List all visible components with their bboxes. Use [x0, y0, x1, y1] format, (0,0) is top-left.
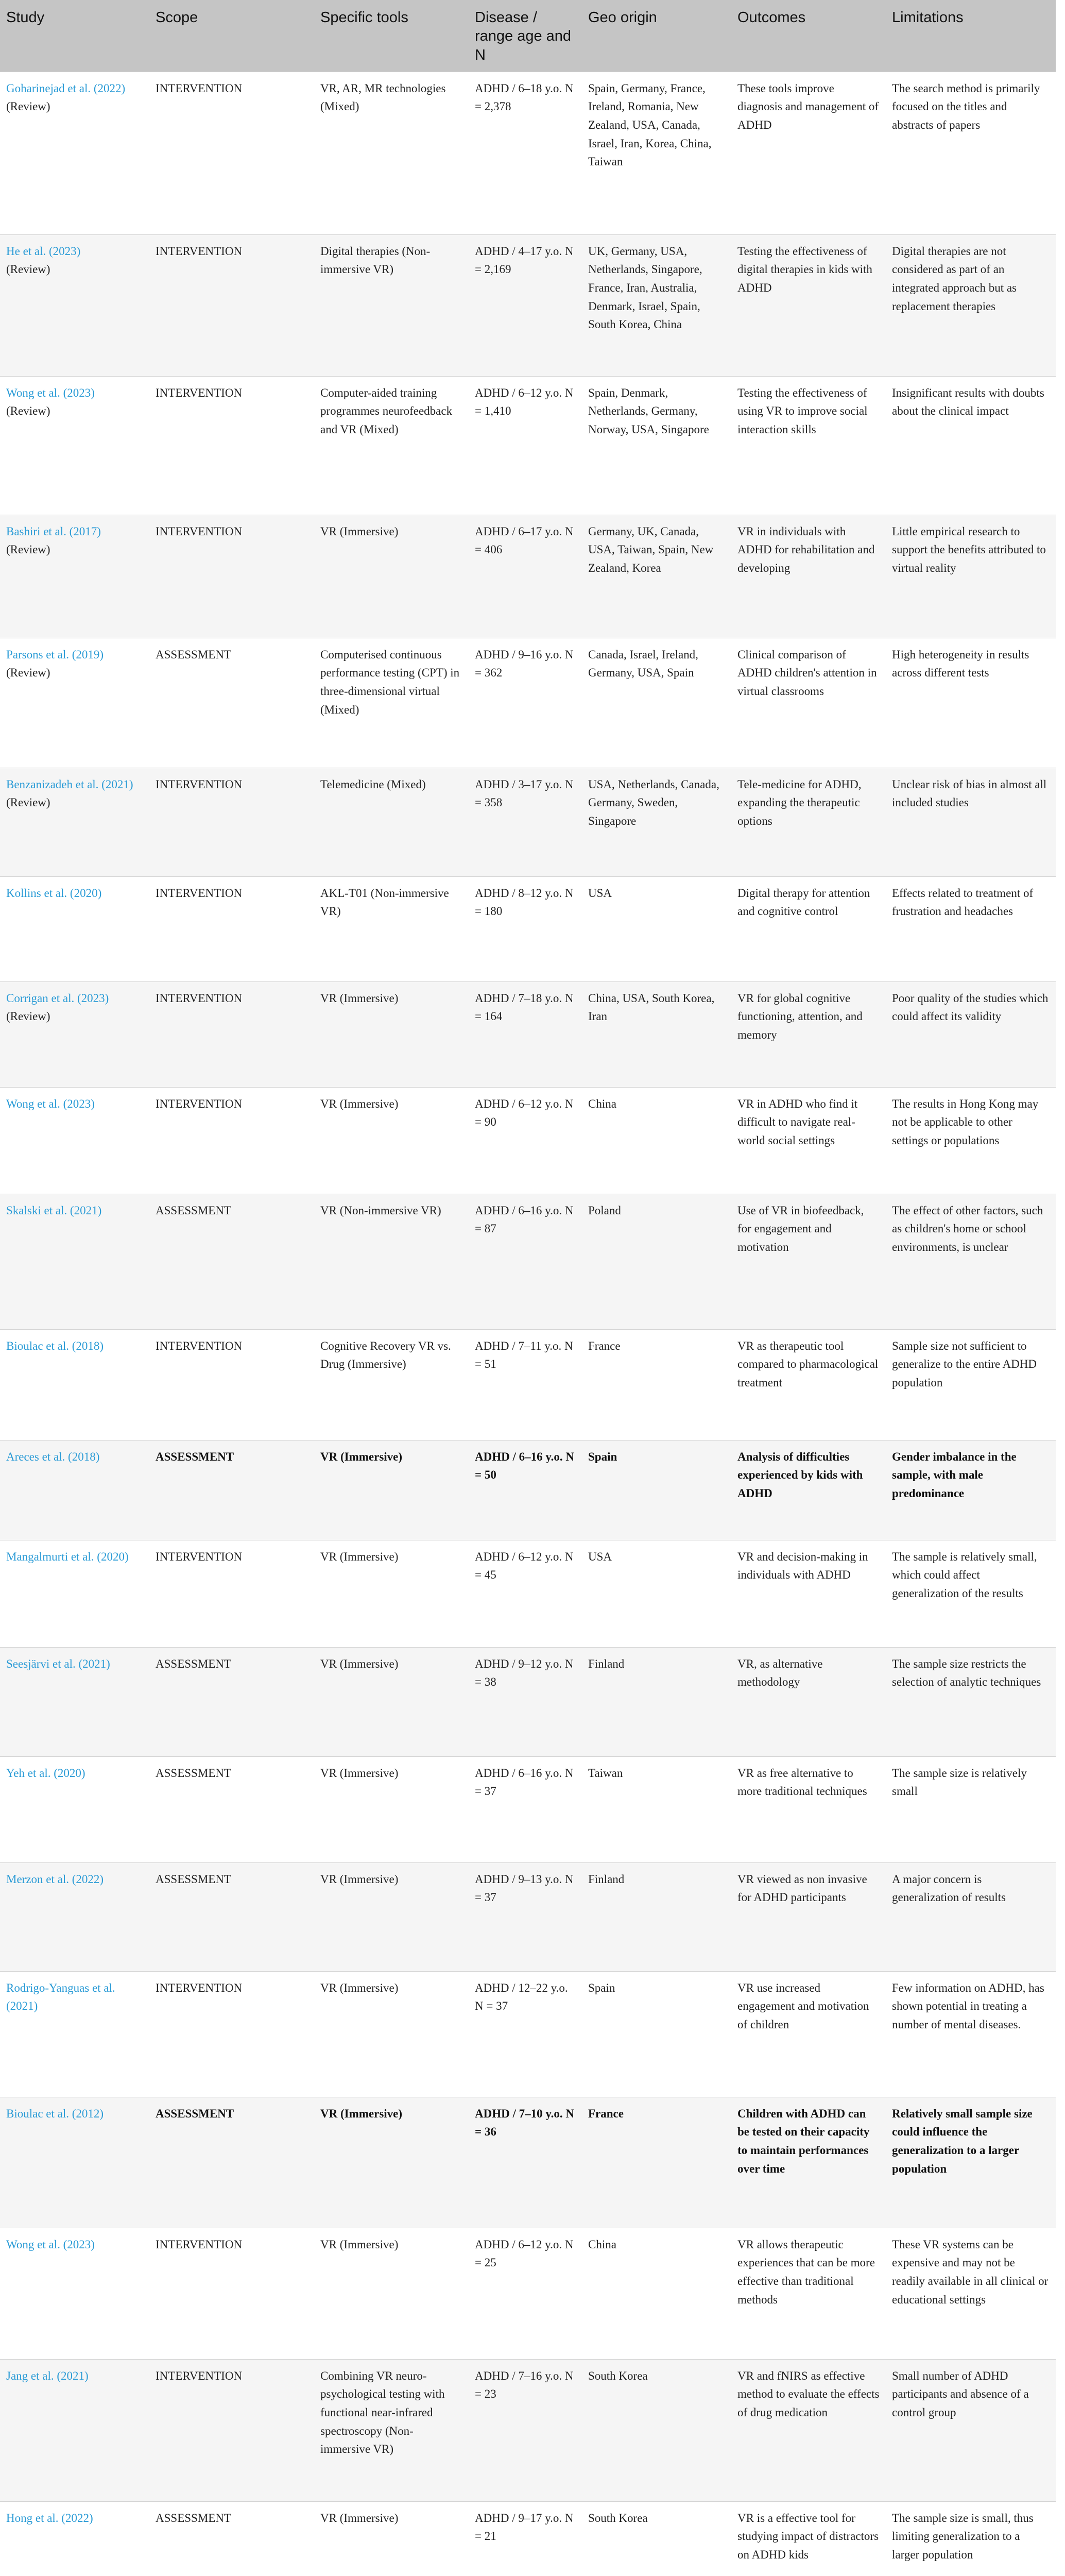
- outcomes-cell: Testing the effectiveness of using VR to improve social interaction skills: [731, 376, 886, 515]
- tools-cell: Digital therapies (Non-immersive VR): [314, 234, 469, 376]
- study-cell: [0, 234, 149, 376]
- study-cell: [0, 2097, 149, 2228]
- limitations-cell: Effects related to treatment of frustration and headaches: [886, 876, 1056, 981]
- tools-cell: VR (Immersive): [314, 2501, 469, 2576]
- geo-cell: Taiwan: [582, 1756, 731, 1862]
- limitations-cell: Insignificant results with doubts about the clinical impact: [886, 376, 1056, 515]
- header-limitations: Limitations: [886, 0, 1056, 72]
- study-cell: [0, 876, 149, 981]
- table-row: [0, 1540, 1056, 1647]
- limitations-cell: Poor quality of the studies which could affect its validity: [886, 981, 1056, 1087]
- table-row: [0, 876, 1056, 981]
- study-citation-link[interactable]: Merzon et al. (2022): [6, 1872, 104, 1886]
- header-geo: Geo origin: [582, 0, 731, 72]
- limitations-cell: The sample size is relatively small: [886, 1756, 1056, 1862]
- study-cell: [0, 376, 149, 515]
- study-citation-link[interactable]: Bioulac et al. (2012): [6, 2107, 104, 2120]
- disease-cell: ADHD / 9–16 y.o. N = 362: [469, 638, 582, 768]
- disease-cell: ADHD / 7–10 y.o. N = 36: [469, 2097, 582, 2228]
- outcomes-cell: Clinical comparison of ADHD children's attention in virtual classrooms: [731, 638, 886, 768]
- limitations-cell: Small number of ADHD participants and absence of a control group: [886, 2359, 1056, 2501]
- scope-cell: INTERVENTION: [149, 2228, 314, 2359]
- scope-cell: ASSESSMENT: [149, 1440, 314, 1540]
- table-row: [0, 981, 1056, 1087]
- study-cell: [0, 1194, 149, 1329]
- limitations-cell: The sample size restricts the selection of analytic techniques: [886, 1647, 1056, 1756]
- study-cell: [0, 1540, 149, 1647]
- scope-cell: INTERVENTION: [149, 72, 314, 234]
- geo-cell: Poland: [582, 1194, 731, 1329]
- study-citation-link[interactable]: Bashiri et al. (2017): [6, 524, 101, 538]
- geo-cell: USA: [582, 1540, 731, 1647]
- geo-cell: Finland: [582, 1647, 731, 1756]
- disease-cell: ADHD / 6–12 y.o. N = 1,410: [469, 376, 582, 515]
- geo-cell: Canada, Israel, Ireland, Germany, USA, Spain: [582, 638, 731, 768]
- header-outcomes: Outcomes: [731, 0, 886, 72]
- study-cell: [0, 638, 149, 768]
- study-cell: [0, 981, 149, 1087]
- disease-cell: ADHD / 12–22 y.o. N = 37: [469, 1971, 582, 2097]
- geo-cell: Spain: [582, 1440, 731, 1540]
- table-row: [0, 234, 1056, 376]
- study-cell: [0, 515, 149, 638]
- geo-cell: USA: [582, 876, 731, 981]
- study-citation-link[interactable]: Bioulac et al. (2018): [6, 1339, 104, 1352]
- disease-cell: ADHD / 6–17 y.o. N = 406: [469, 515, 582, 638]
- outcomes-cell: VR use increased engagement and motivation of children: [731, 1971, 886, 2097]
- geo-cell: South Korea: [582, 2501, 731, 2576]
- review-tag: (Review): [6, 100, 50, 113]
- geo-cell: USA, Netherlands, Canada, Germany, Sweden, Singapore: [582, 768, 731, 876]
- tools-cell: Telemedicine (Mixed): [314, 768, 469, 876]
- outcomes-cell: Digital therapy for attention and cognitive control: [731, 876, 886, 981]
- study-citation-link[interactable]: Corrigan et al. (2023): [6, 991, 109, 1005]
- scope-cell: ASSESSMENT: [149, 2097, 314, 2228]
- tools-cell: AKL-T01 (Non-immersive VR): [314, 876, 469, 981]
- study-citation-link[interactable]: Parsons et al. (2019): [6, 648, 104, 661]
- outcomes-cell: VR as therapeutic tool compared to pharmacological treatment: [731, 1329, 886, 1440]
- scope-cell: ASSESSMENT: [149, 1647, 314, 1756]
- geo-cell: France: [582, 1329, 731, 1440]
- scope-cell: INTERVENTION: [149, 1329, 314, 1440]
- study-citation-link[interactable]: Benzanizadeh et al. (2021): [6, 777, 133, 791]
- disease-cell: ADHD / 6–16 y.o. N = 37: [469, 1756, 582, 1862]
- outcomes-cell: VR allows therapeutic experiences that can be more effective than traditional methods: [731, 2228, 886, 2359]
- table-row: [0, 1087, 1056, 1194]
- limitations-cell: A major concern is generalization of results: [886, 1862, 1056, 1971]
- study-citation-link[interactable]: Goharinejad et al. (2022): [6, 81, 126, 95]
- table-row: [0, 515, 1056, 638]
- table-row: [0, 2228, 1056, 2359]
- table-row: [0, 1971, 1056, 2097]
- table-row: [0, 72, 1056, 234]
- disease-cell: ADHD / 9–13 y.o. N = 37: [469, 1862, 582, 1971]
- table-row: [0, 768, 1056, 876]
- table-body: [0, 72, 1056, 2576]
- disease-cell: ADHD / 7–18 y.o. N = 164: [469, 981, 582, 1087]
- disease-cell: ADHD / 4–17 y.o. N = 2,169: [469, 234, 582, 376]
- scope-cell: INTERVENTION: [149, 515, 314, 638]
- scope-cell: INTERVENTION: [149, 376, 314, 515]
- limitations-cell: The results in Hong Kong may not be applicable to other settings or populations: [886, 1087, 1056, 1194]
- tools-cell: VR (Immersive): [314, 1647, 469, 1756]
- tools-cell: VR (Non-immersive VR): [314, 1194, 469, 1329]
- tools-cell: VR (Immersive): [314, 1087, 469, 1194]
- limitations-cell: The search method is primarily focused on the titles and abstracts of papers: [886, 72, 1056, 234]
- scope-cell: ASSESSMENT: [149, 1862, 314, 1971]
- study-cell: [0, 2359, 149, 2501]
- study-citation-link[interactable]: Yeh et al. (2020): [6, 1766, 85, 1780]
- disease-cell: ADHD / 9–17 y.o. N = 21: [469, 2501, 582, 2576]
- study-citation-link[interactable]: Wong et al. (2023): [6, 1097, 95, 1110]
- study-citation-link[interactable]: Rodrigo-Yanguas et al. (2021): [6, 1981, 115, 2013]
- study-cell: [0, 1440, 149, 1540]
- table-row: [0, 1756, 1056, 1862]
- study-citation-link[interactable]: He et al. (2023): [6, 244, 81, 258]
- limitations-cell: Relatively small sample size could influence the generalization to a larger population: [886, 2097, 1056, 2228]
- geo-cell: South Korea: [582, 2359, 731, 2501]
- table-row: [0, 2359, 1056, 2501]
- table-row: [0, 1194, 1056, 1329]
- scope-cell: INTERVENTION: [149, 2359, 314, 2501]
- study-citation-link[interactable]: Seesjärvi et al. (2021): [6, 1657, 110, 1670]
- tools-cell: VR, AR, MR technologies (Mixed): [314, 72, 469, 234]
- tools-cell: Computer-aided training programmes neurofeedback and VR (Mixed): [314, 376, 469, 515]
- disease-cell: ADHD / 7–16 y.o. N = 23: [469, 2359, 582, 2501]
- table-row: [0, 638, 1056, 768]
- geo-cell: China: [582, 1087, 731, 1194]
- tools-cell: Computerised continuous performance testing (CPT) in three-dimensional virtual (Mixed): [314, 638, 469, 768]
- scope-cell: INTERVENTION: [149, 1087, 314, 1194]
- table-row: [0, 2097, 1056, 2228]
- disease-cell: ADHD / 6–18 y.o. N = 2,378: [469, 72, 582, 234]
- outcomes-cell: Children with ADHD can be tested on their capacity to maintain performances over time: [731, 2097, 886, 2228]
- disease-cell: ADHD / 6–16 y.o. N = 50: [469, 1440, 582, 1540]
- geo-cell: France: [582, 2097, 731, 2228]
- review-tag: (Review): [6, 796, 50, 809]
- tools-cell: VR (Immersive): [314, 1862, 469, 1971]
- tools-cell: Combining VR neuro-psychological testing with functional near-infrared spectroscopy (Non-immersive VR): [314, 2359, 469, 2501]
- outcomes-cell: Analysis of difficulties experienced by kids with ADHD: [731, 1440, 886, 1540]
- study-cell: [0, 1862, 149, 1971]
- limitations-cell: High heterogeneity in results across different tests: [886, 638, 1056, 768]
- limitations-cell: Unclear risk of bias in almost all included studies: [886, 768, 1056, 876]
- tools-cell: VR (Immersive): [314, 515, 469, 638]
- scope-cell: INTERVENTION: [149, 876, 314, 981]
- scope-cell: INTERVENTION: [149, 768, 314, 876]
- review-tag: (Review): [6, 666, 50, 680]
- header-tools: Specific tools: [314, 0, 469, 72]
- outcomes-cell: VR and fNIRS as effective method to evaluate the effects of drug medication: [731, 2359, 886, 2501]
- study-cell: [0, 1756, 149, 1862]
- disease-cell: ADHD / 6–12 y.o. N = 25: [469, 2228, 582, 2359]
- review-tag: (Review): [6, 543, 50, 556]
- study-citation-link[interactable]: Skalski et al. (2021): [6, 1204, 102, 1217]
- scope-cell: ASSESSMENT: [149, 2501, 314, 2576]
- study-citation-link[interactable]: Areces et al. (2018): [6, 1450, 100, 1463]
- outcomes-cell: VR viewed as non invasive for ADHD participants: [731, 1862, 886, 1971]
- table-row: [0, 1329, 1056, 1440]
- table-row: [0, 376, 1056, 515]
- study-cell: [0, 1087, 149, 1194]
- geo-cell: Finland: [582, 1862, 731, 1971]
- outcomes-cell: VR as free alternative to more traditional techniques: [731, 1756, 886, 1862]
- study-citation-link[interactable]: Hong et al. (2022): [6, 2511, 93, 2524]
- outcomes-cell: VR, as alternative methodology: [731, 1647, 886, 1756]
- table-header: [0, 0, 1056, 72]
- disease-cell: ADHD / 9–12 y.o. N = 38: [469, 1647, 582, 1756]
- study-cell: [0, 768, 149, 876]
- outcomes-cell: VR in individuals with ADHD for rehabilitation and developing: [731, 515, 886, 638]
- outcomes-cell: Use of VR in biofeedback, for engagement and motivation: [731, 1194, 886, 1329]
- geo-cell: Germany, UK, Canada, USA, Taiwan, Spain, New Zealand, Korea: [582, 515, 731, 638]
- tools-cell: VR (Immersive): [314, 1756, 469, 1862]
- scope-cell: INTERVENTION: [149, 981, 314, 1087]
- study-cell: [0, 2501, 149, 2576]
- study-cell: [0, 1329, 149, 1440]
- limitations-cell: Gender imbalance in the sample, with male predominance: [886, 1440, 1056, 1540]
- study-citation-link[interactable]: Wong et al. (2023): [6, 2238, 95, 2251]
- outcomes-cell: Tele-medicine for ADHD, expanding the therapeutic options: [731, 768, 886, 876]
- study-citation-link[interactable]: Mangalmurti et al. (2020): [6, 1550, 129, 1563]
- tools-cell: VR (Immersive): [314, 1971, 469, 2097]
- scope-cell: INTERVENTION: [149, 1971, 314, 2097]
- tools-cell: VR (Immersive): [314, 2228, 469, 2359]
- outcomes-cell: VR in ADHD who find it difficult to navigate real-world social settings: [731, 1087, 886, 1194]
- outcomes-cell: Testing the effectiveness of digital therapies in kids with ADHD: [731, 234, 886, 376]
- disease-cell: ADHD / 6–12 y.o. N = 45: [469, 1540, 582, 1647]
- geo-cell: UK, Germany, USA, Netherlands, Singapore, France, Iran, Australia, Denmark, Israel, Spain, South Korea, China: [582, 234, 731, 376]
- outcomes-cell: VR is a effective tool for studying impact of distractors on ADHD kids: [731, 2501, 886, 2576]
- study-citation-link[interactable]: Kollins et al. (2020): [6, 886, 102, 900]
- scope-cell: INTERVENTION: [149, 1540, 314, 1647]
- study-cell: [0, 1971, 149, 2097]
- table-row: [0, 1862, 1056, 1971]
- study-cell: [0, 72, 149, 234]
- disease-cell: ADHD / 8–12 y.o. N = 180: [469, 876, 582, 981]
- scope-cell: ASSESSMENT: [149, 1756, 314, 1862]
- limitations-cell: Digital therapies are not considered as part of an integrated approach but as replacement therapies: [886, 234, 1056, 376]
- geo-cell: China: [582, 2228, 731, 2359]
- study-citation-link[interactable]: Wong et al. (2023): [6, 386, 95, 399]
- table-row: [0, 1440, 1056, 1540]
- limitations-cell: These VR systems can be expensive and may not be readily available in all clinical or educational settings: [886, 2228, 1056, 2359]
- scope-cell: ASSESSMENT: [149, 638, 314, 768]
- geo-cell: Spain, Denmark, Netherlands, Germany, Norway, USA, Singapore: [582, 376, 731, 515]
- limitations-cell: Few information on ADHD, has shown potential in treating a number of mental diseases.: [886, 1971, 1056, 2097]
- study-citation-link[interactable]: Jang et al. (2021): [6, 2369, 89, 2382]
- disease-cell: ADHD / 6–16 y.o. N = 87: [469, 1194, 582, 1329]
- outcomes-cell: VR and decision-making in individuals with ADHD: [731, 1540, 886, 1647]
- limitations-cell: Little empirical research to support the benefits attributed to virtual reality: [886, 515, 1056, 638]
- scope-cell: INTERVENTION: [149, 234, 314, 376]
- tools-cell: VR (Immersive): [314, 981, 469, 1087]
- tools-cell: Cognitive Recovery VR vs. Drug (Immersive): [314, 1329, 469, 1440]
- geo-cell: China, USA, South Korea, Iran: [582, 981, 731, 1087]
- disease-cell: ADHD / 3–17 y.o. N = 358: [469, 768, 582, 876]
- table-row: [0, 2501, 1056, 2576]
- tools-cell: VR (Immersive): [314, 1440, 469, 1540]
- review-tag: (Review): [6, 263, 50, 276]
- header-disease: Disease / range age and N: [469, 0, 582, 72]
- review-tag: (Review): [6, 404, 50, 418]
- study-cell: [0, 1647, 149, 1756]
- review-tag: (Review): [6, 1010, 50, 1023]
- limitations-cell: The sample size is small, thus limiting generalization to a larger population: [886, 2501, 1056, 2576]
- limitations-cell: Sample size not sufficient to generalize to the entire ADHD population: [886, 1329, 1056, 1440]
- disease-cell: ADHD / 7–11 y.o. N = 51: [469, 1329, 582, 1440]
- header-scope: Scope: [149, 0, 314, 72]
- tools-cell: VR (Immersive): [314, 1540, 469, 1647]
- table-row: [0, 1647, 1056, 1756]
- outcomes-cell: VR for global cognitive functioning, attention, and memory: [731, 981, 886, 1087]
- disease-cell: ADHD / 6–12 y.o. N = 90: [469, 1087, 582, 1194]
- geo-cell: Spain: [582, 1971, 731, 2097]
- scope-cell: ASSESSMENT: [149, 1194, 314, 1329]
- limitations-cell: The effect of other factors, such as children's home or school environments, is unclear: [886, 1194, 1056, 1329]
- outcomes-cell: These tools improve diagnosis and management of ADHD: [731, 72, 886, 234]
- tools-cell: VR (Immersive): [314, 2097, 469, 2228]
- geo-cell: Spain, Germany, France, Ireland, Romania, New Zealand, USA, Canada, Israel, Iran, Korea, China, Taiwan: [582, 72, 731, 234]
- header-study: Study: [0, 0, 149, 72]
- study-cell: [0, 2228, 149, 2359]
- limitations-cell: The sample is relatively small, which could affect generalization of the results: [886, 1540, 1056, 1647]
